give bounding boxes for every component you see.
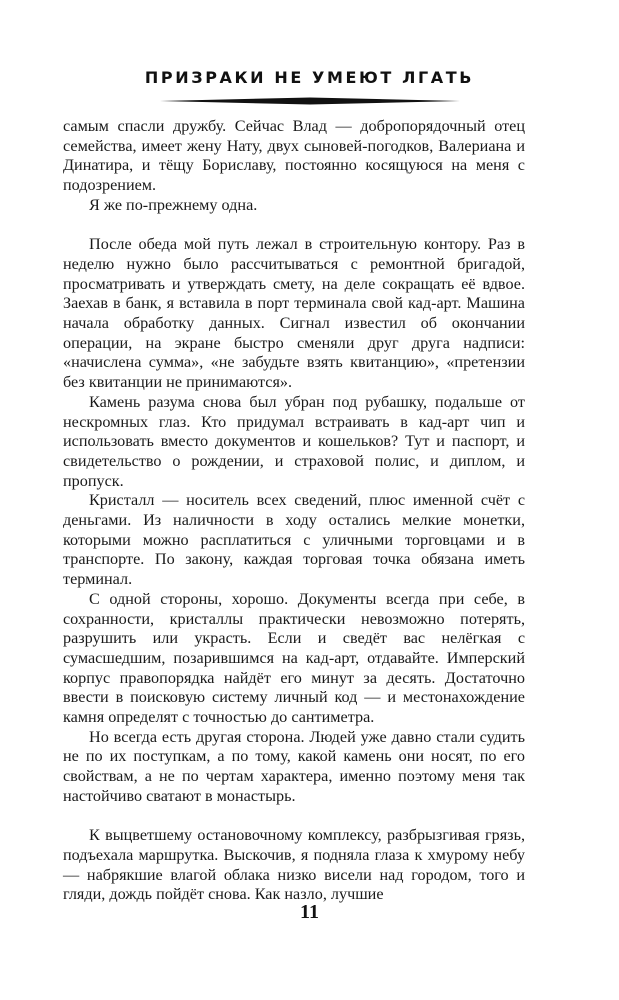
body-text: [63, 117, 525, 905]
running-header: [0, 68, 619, 88]
paragraph: С одной стороны, хорошо. Документы всегда при себе, в сохранности, кристаллы практически невозможно потерять, разрушить или украсть. Если и сведёт вас нелёгкая с сумасшедшим, позарившимся на кад-арт, отдавайте. Имперский корпус правопорядка найдёт его минут за десять. Достаточно ввести в поисковую систему личный код — и местонахождение камня определят с точностью до сантиметра.: [63, 589, 525, 727]
paragraph: самым спасли дружбу. Сейчас Влад — добропорядочный отец семейства, имеет жену Нату, двух сыновей-погодков, Валериана и Динатира, и тёщу Бориславу, постоянно косящуюся на меня с подозрением.: [63, 117, 525, 195]
paragraph: К выцветшему остановочному комплексу, разбрызгивая грязь, подъехала маршрутка. Выскочив, я подняла глаза к хмурому небу — набрякшие влагой облака низко висели над городом, того и гляди, дождь пойдёт снова. Как назло, лучшие: [63, 826, 525, 904]
paragraph: Камень разума снова был убран под рубашку, подальше от нескромных глаз. Кто придумал встраивать в кад-арт чип и использовать вместо документов и кошельков? Тут и паспорт, и свидетельство о рождении, и страховой полис, и диплом, и пропуск.: [63, 392, 525, 490]
paragraph: После обеда мой путь лежал в строительную контору. Раз в неделю нужно было рассчитываться с ремонтной бригадой, просматривать и утверждать смету, на деле сокращать её вдвое. Заехав в банк, я вставила в порт терминала свой кад-арт. Машина начала обработку данных. Сигнал известил об окончании операции, на экране быстро сменяли друг друга надписи: «начислена сумма», «не забудьте взять квитанцию», «претензии без квитанции не принимаются».: [63, 235, 525, 392]
book-title: ПРИЗРАКИ НЕ УМЕЮТ ЛГАТЬ: [144, 68, 475, 87]
paragraph: Я же по-прежнему одна.: [89, 195, 258, 214]
header-rule: [160, 97, 460, 105]
paragraph: Но всегда есть другая сторона. Людей уже давно стали судить не по их поступкам, а по тому, какой камень они носят, по его свойствам, а не по чертам характера, именно поэтому меня так настойчиво сватают в монастырь.: [63, 727, 525, 805]
paragraph: Кристалл — носитель всех сведений, плюс именной счёт с деньгами. Из наличности в ходу остались мелкие монетки, которыми можно расплатиться с уличными торговцами и в транспорте. По закону, каждая торговая точка обязана иметь терминал.: [63, 491, 525, 589]
page-number: 11: [300, 901, 319, 923]
